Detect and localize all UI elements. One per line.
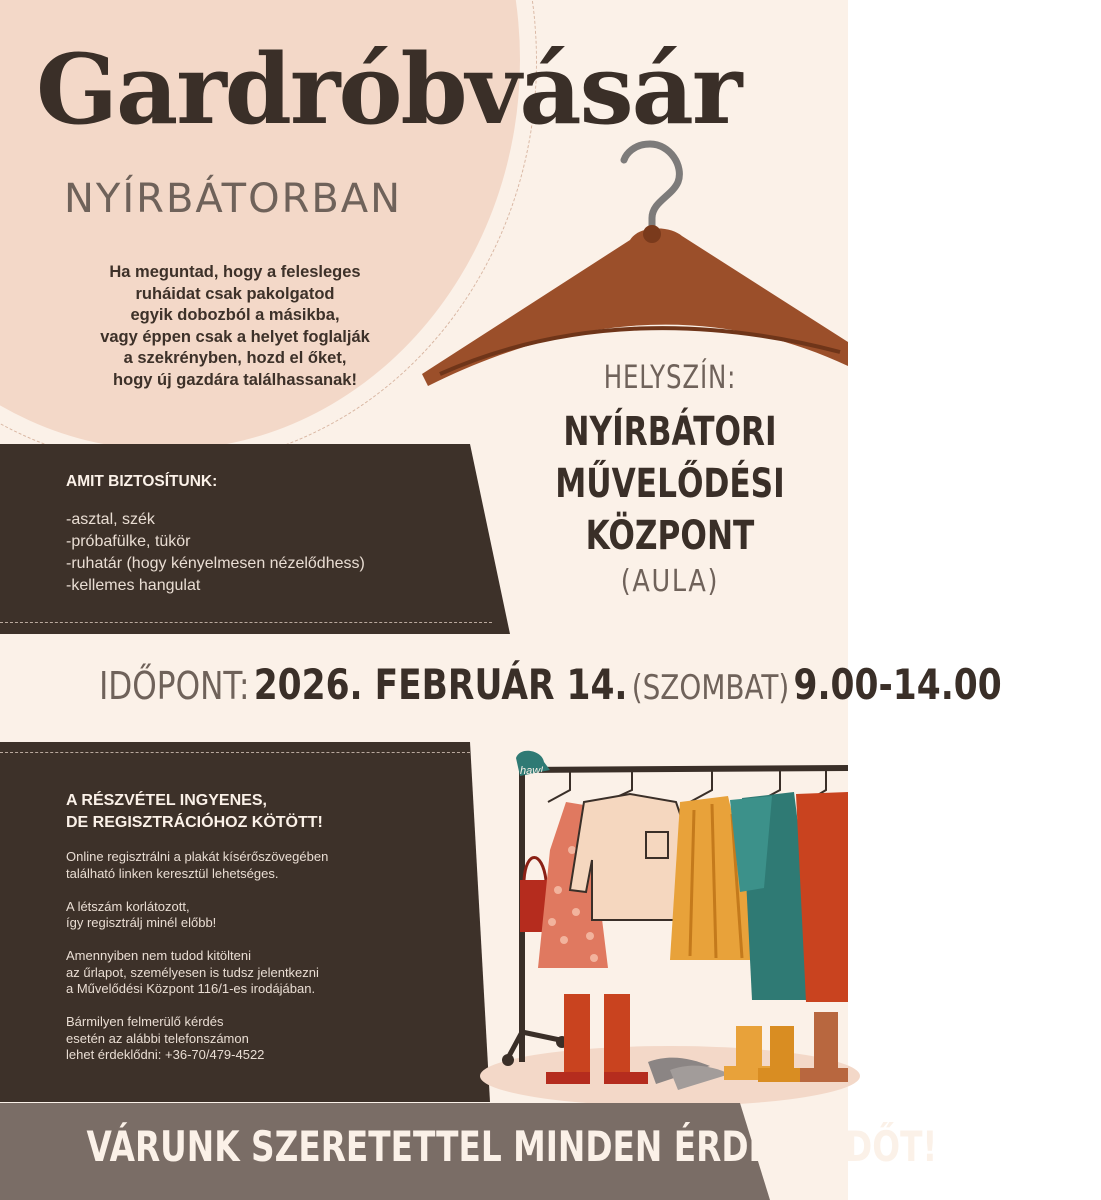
location-block bbox=[520, 358, 820, 599]
event-day: (SZOMBAT) bbox=[631, 668, 790, 708]
poster-title: Gardróbvásár bbox=[36, 33, 741, 146]
location-name: NYÍRBÁTORI MŰVELŐDÉSI KÖZPONT bbox=[555, 409, 785, 559]
event-date: 2026. FEBRUÁR 14. bbox=[253, 660, 628, 709]
event-time: 9.00-14.00 bbox=[793, 660, 1002, 709]
list-item: -próbafülke, tükör bbox=[66, 533, 191, 550]
registration-body bbox=[66, 849, 426, 1080]
registration-paragraph: Amennyiben nem tudod kitölteni az űrlapot, személyesen is tudsz jelentkezni a Művelődési Központ 116/1-es irodájában. bbox=[66, 948, 319, 996]
registration-paragraph: Bármilyen felmerülő kérdés esetén az alábbi telefonszámon lehet érdeklődni: +36-70/479-4522 bbox=[66, 1014, 265, 1062]
divider-dashed bbox=[0, 752, 470, 753]
intro-text: Ha meguntad, hogy a felesleges ruháidat csak pakolgatod egyik dobozból a másikba, vagy éppen csak a helyet foglalják a szekrényben, hozd el őket, hogy új gazdára találhassanak! bbox=[100, 263, 370, 389]
registration-paragraph: A létszám korlátozott, így regisztrálj minél előbb! bbox=[66, 898, 217, 930]
footer-text: VÁRUNK SZERETETTEL MINDEN ÉRDEKLŐDŐT! bbox=[86, 1122, 938, 1171]
poster-subtitle: NYÍRBÁTORBAN bbox=[64, 176, 403, 222]
location-sub: (AULA) bbox=[620, 564, 720, 599]
list-item: -kellemes hangulat bbox=[66, 577, 201, 594]
cap-text: haw! bbox=[520, 765, 544, 777]
location-label: HELYSZÍN: bbox=[603, 358, 737, 396]
registration-title: A RÉSZVÉTEL INGYENES, DE REGISZTRÁCIÓHOZ KÖTÖTT! bbox=[66, 792, 323, 831]
list-item: -asztal, szék bbox=[66, 511, 155, 528]
date-label: IDŐPONT: bbox=[99, 664, 250, 708]
provide-list bbox=[66, 509, 365, 597]
registration-paragraph: Online regisztrálni a plakát kísérőszövegében található linken keresztül lehetséges. bbox=[66, 849, 329, 881]
divider-dashed bbox=[0, 622, 492, 623]
provide-title: AMIT BIZTOSÍTUNK: bbox=[66, 473, 218, 490]
date-row bbox=[0, 660, 1002, 709]
clothes-rack-illustration bbox=[480, 740, 848, 1100]
list-item: -ruhatár (hogy kényelmesen nézelődhess) bbox=[66, 555, 365, 572]
